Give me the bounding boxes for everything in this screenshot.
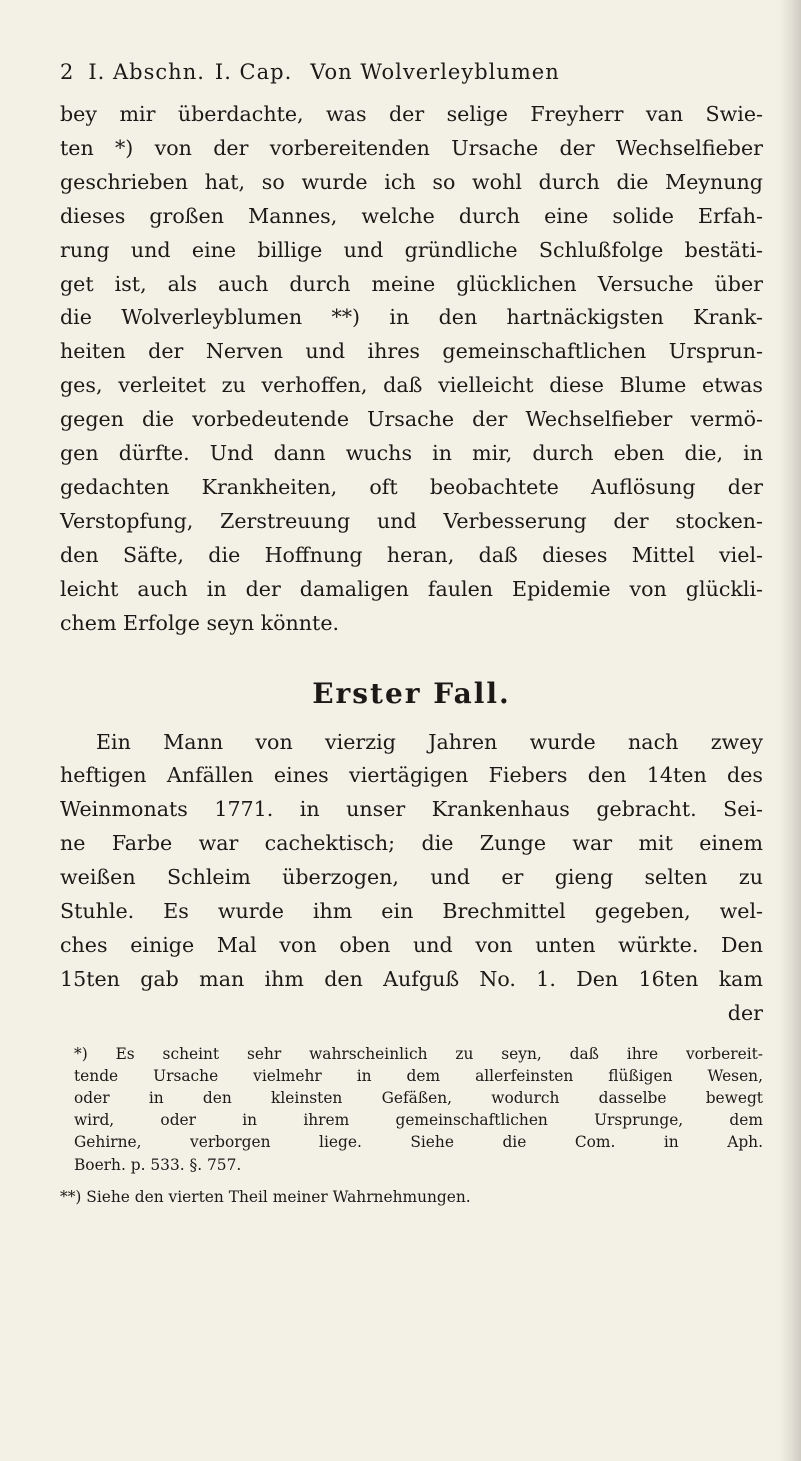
footnote-line: wird, oder in ihrem gemeinschaftlichen Ursprunge, dem xyxy=(74,1111,763,1130)
text-line: Weinmonats 1771. in unser Krankenhaus gebracht. Sei- xyxy=(60,797,763,822)
page-header xyxy=(60,60,763,84)
footnote-line: Boerh. p. 533. §. 757. xyxy=(74,1155,242,1174)
footnote-line: Gehirne, verborgen liege. Siehe die Com. in Aph. xyxy=(74,1133,763,1152)
text-line: ches einige Mal von oben und von unten würkte. Den xyxy=(60,932,763,957)
text-line: ges, verleitet zu verhoffen, daß vielleicht diese Blume etwas xyxy=(60,373,763,398)
catchword: der xyxy=(727,1000,763,1025)
page-number: 2 xyxy=(60,60,75,84)
text-line: gegen die vorbedeutende Ursache der Wechselfieber vermö- xyxy=(60,407,763,432)
footnote-1 xyxy=(60,1043,763,1176)
text-line: rung und eine billige und gründliche Schlußfolge bestäti- xyxy=(60,237,763,262)
paragraph-1 xyxy=(60,98,763,641)
text-line: heftigen Anfällen eines viertägigen Fiebers den 14ten des xyxy=(60,763,763,788)
text-line: geschrieben hat, so wurde ich so wohl durch die Meynung xyxy=(60,169,763,194)
text-line: weißen Schleim überzogen, und er gieng selten zu xyxy=(60,865,763,890)
text-line: gen dürfte. Und dann wuchs in mir, durch eben die, in xyxy=(60,441,763,466)
page-edge-shadow xyxy=(779,0,801,1461)
text-line: ne Farbe war cachektisch; die Zunge war mit einem xyxy=(60,831,763,856)
text-line: den Säfte, die Hoffnung heran, daß dieses Mittel viel- xyxy=(60,542,763,567)
text-line: heiten der Nerven und ihres gemeinschaftlichen Ursprun- xyxy=(60,339,763,364)
text-line: gedachten Krankheiten, oft beobachtete Auflösung der xyxy=(60,474,763,499)
section-label: I. Abschn. xyxy=(88,60,205,84)
text-line: bey mir überdachte, was der selige Freyherr van Swie- xyxy=(60,102,763,126)
text-line: Ein Mann von vierzig Jahren wurde nach zwey xyxy=(96,729,763,754)
footnote-line: *) Es scheint sehr wahrscheinlich zu seyn, daß ihre vorbereit- xyxy=(74,1044,763,1063)
text-line: die Wolverleyblumen **) in den hartnäckigsten Krank- xyxy=(60,305,763,330)
text-line: 15ten gab man ihm den Aufguß No. 1. Den 16ten kam xyxy=(60,966,763,991)
text-line: get ist, als auch durch meine glücklichen Versuche über xyxy=(60,271,763,296)
footnote-2: **) Siehe den vierten Theil meiner Wahrnehmungen. xyxy=(60,1187,471,1206)
text-line: dieses großen Mannes, welche durch eine solide Erfah- xyxy=(60,203,763,228)
text-line: Stuhle. Es wurde ihm ein Brechmittel gegeben, wel- xyxy=(60,899,763,924)
running-title: Von Wolverleyblumen xyxy=(310,60,560,84)
footnote-line: tende Ursache vielmehr in dem allerfeinsten flüßigen Wesen, xyxy=(74,1066,763,1085)
text-line: Verstopfung, Zerstreuung und Verbesserung der stocken- xyxy=(60,508,763,533)
text-line: leicht auch in der damaligen faulen Epidemie von glückli- xyxy=(60,576,763,601)
chapter-label: I. Cap. xyxy=(214,60,293,84)
text-line: ten *) von der vorbereitenden Ursache der Wechselfieber xyxy=(60,135,763,160)
footnotes xyxy=(60,1043,763,1208)
paragraph-2 xyxy=(60,726,763,997)
footnote-line: oder in den kleinsten Gefäßen, wodurch dasselbe bewegt xyxy=(74,1089,763,1108)
section-heading: Erster Fall. xyxy=(312,676,511,710)
text-line: chem Erfolge seyn könnte. xyxy=(60,610,340,635)
